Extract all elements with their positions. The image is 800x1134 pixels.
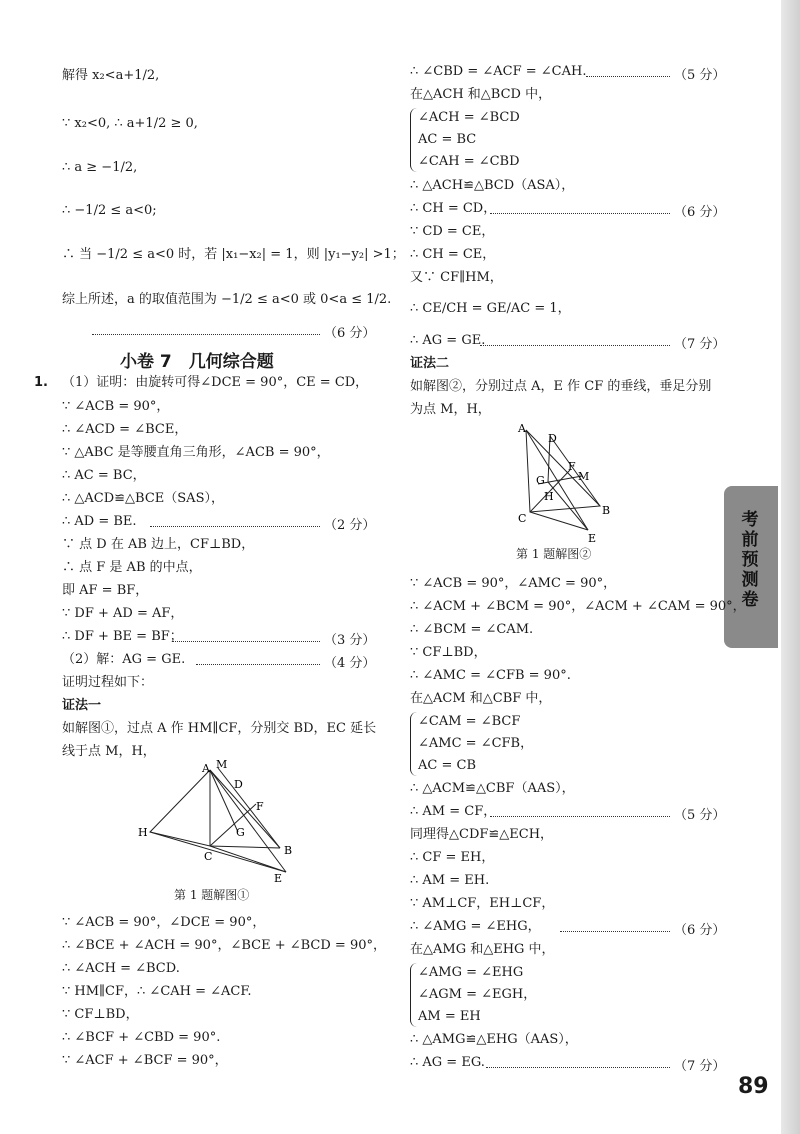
figure-2 xyxy=(508,420,618,546)
text-line: ∴ AG = EG. xyxy=(410,1055,485,1070)
question-number: 1. xyxy=(34,375,48,390)
text-line: ∴ CE/CH = GE/AC = 1， xyxy=(410,301,571,316)
text-line: ∵ AM⊥CF，EH⊥CF， xyxy=(410,896,555,911)
score: （6 分） xyxy=(324,326,376,341)
score: （6 分） xyxy=(674,205,726,220)
score: （4 分） xyxy=(324,656,376,671)
text-line: ∴ ∠ACM + ∠BCM = 90°，∠ACM + ∠CAM = 90°， xyxy=(410,599,746,614)
text-line: ∴ ∠ACD = ∠BCE， xyxy=(62,422,188,437)
brace-line: ∠CAM = ∠BCF xyxy=(418,714,521,729)
leader-dots xyxy=(172,641,320,642)
score: （5 分） xyxy=(674,68,726,83)
text-line: ∴ △ACM≌△CBF（AAS）， xyxy=(410,781,575,796)
brace-line: ∠ACH = ∠BCD xyxy=(418,110,520,125)
text-line: 综上所述，a 的取值范围为 −1/2 ≤ a<0 或 0<a ≤ 1/2. xyxy=(62,292,392,307)
text-line: ∴ ∠AMG = ∠EHG， xyxy=(410,919,541,934)
leader-dots xyxy=(490,816,670,817)
figure-1-caption: 第 1 题解图① xyxy=(174,888,250,902)
text-line: 为点 M，H， xyxy=(410,402,491,417)
brace xyxy=(410,963,417,1027)
fig1-label-M: M xyxy=(216,760,228,771)
text-line: ∵ ∠ACB = 90°，∠AMC = 90°， xyxy=(410,576,617,591)
score: （7 分） xyxy=(674,337,726,352)
text-line: 线于点 M，H， xyxy=(62,744,156,759)
text-line: ∵ ∠ACB = 90°， xyxy=(62,399,170,414)
method-heading: 证法一 xyxy=(62,698,102,713)
fig1-label-A: A xyxy=(202,762,210,775)
text-line: 同理得△CDF≌△ECH， xyxy=(410,827,554,842)
text-line: ∴ △AMG≌△EHG（AAS）， xyxy=(410,1032,578,1047)
fig2-label-H: H xyxy=(544,490,554,503)
text-line: ∴ ∠AMC = ∠CFB = 90°. xyxy=(410,668,571,683)
score: （3 分） xyxy=(324,633,376,648)
text-line: ∴ △ACD≌△BCE（SAS）， xyxy=(62,491,224,506)
leader-dots xyxy=(92,334,320,335)
leader-dots xyxy=(196,664,320,665)
brace xyxy=(410,712,417,776)
fig1-label-D: D xyxy=(234,778,243,791)
leader-dots xyxy=(560,931,670,932)
text-line: ∴ AM = CF， xyxy=(410,804,497,819)
text-line: 即 AF = BF， xyxy=(62,583,149,598)
text-line: ∴ ∠ACH = ∠BCD. xyxy=(62,961,180,976)
text-line: 解得 x₂<a+1/2, xyxy=(62,68,160,83)
leader-dots xyxy=(480,345,670,346)
brace-line: ∠AGM = ∠EGH， xyxy=(418,987,537,1002)
fig1-label-E: E xyxy=(274,872,283,885)
text-line: ∴ ∠BCF + ∠CBD = 90°. xyxy=(62,1030,221,1045)
fig1-label-C: C xyxy=(204,850,213,863)
fig2-label-M: M xyxy=(578,470,590,483)
fig1-label-H: H xyxy=(138,826,148,839)
text-line: ∴ a ≥ −1/2, xyxy=(62,160,138,175)
text-line: ∵ CF⊥BD， xyxy=(410,645,487,660)
text-line: ∴ ∠CBD = ∠ACF = ∠CAH. xyxy=(410,64,587,79)
text-line: ∴ CH = CE， xyxy=(410,247,496,262)
leader-dots xyxy=(486,1067,670,1068)
text-line: ∵ △ABC 是等腰直角三角形，∠ACB = 90°， xyxy=(62,445,330,460)
text-line: ∵ DF + AD = AF， xyxy=(62,606,184,621)
text-line: ∴ 点 F 是 AB 的中点， xyxy=(62,560,202,575)
fig2-label-E: E xyxy=(588,532,597,545)
text-line: ∴ AC = BC， xyxy=(62,468,146,483)
page-number: 89 xyxy=(738,1074,769,1099)
fig2-label-D: D xyxy=(548,432,557,445)
score: （5 分） xyxy=(674,808,726,823)
brace-line: ∠AMG = ∠EHG xyxy=(418,965,524,980)
text-line: 如解图①，过点 A 作 HM∥CF，分别交 BD，EC 延长 xyxy=(62,721,377,736)
fig2-label-F: F xyxy=(568,460,576,473)
text-line: ∴ △ACH≌△BCD（ASA）， xyxy=(410,178,575,193)
leader-dots xyxy=(150,526,320,527)
text-line: 在△ACM 和△CBF 中， xyxy=(410,691,552,706)
fig2-label-G: G xyxy=(536,474,545,487)
text-line: ∴ CF = EH， xyxy=(410,850,495,865)
figure-2-caption: 第 1 题解图② xyxy=(516,547,592,561)
text-line: ∴ CH = CD， xyxy=(410,201,497,216)
fig2-label-C: C xyxy=(518,512,527,525)
fig1-label-F: F xyxy=(256,800,264,813)
brace xyxy=(410,108,417,172)
text-line: ∴ AG = GE. xyxy=(410,333,486,348)
method-heading: 证法二 xyxy=(410,356,450,371)
text-line: ∵ 点 D 在 AB 边上，CF⊥BD， xyxy=(62,537,255,552)
brace-line: AC = BC xyxy=(418,132,477,147)
text-line: 证明过程如下： xyxy=(62,675,154,690)
brace-line: AM = EH xyxy=(418,1009,481,1024)
text-line: （1）证明：由旋转可得∠DCE = 90°，CE = CD， xyxy=(62,375,369,390)
leader-dots xyxy=(586,76,670,77)
brace-line: ∠AMC = ∠CFB， xyxy=(418,736,534,751)
leader-dots xyxy=(490,213,670,214)
text-line: ∴ DF + BE = BF； xyxy=(62,629,183,644)
text-line: （2）解：AG = GE. xyxy=(62,652,186,667)
fig1-label-B: B xyxy=(284,844,293,857)
text-line: ∴ −1/2 ≤ a<0; xyxy=(62,203,157,218)
fig2-label-B: B xyxy=(602,504,611,517)
fig2-label-A: A xyxy=(518,422,526,435)
text-line: 如解图②，分别过点 A，E 作 CF 的垂线，垂足分别 xyxy=(410,379,712,394)
brace-line: ∠CAH = ∠CBD xyxy=(418,154,520,169)
fig1-label-G: G xyxy=(236,826,245,839)
side-tab-label: 考前预测卷 xyxy=(741,510,759,610)
text-line: ∴ 当 −1/2 ≤ a<0 时，若 |x₁−x₂| = 1，则 |y₁−y₂| >1； xyxy=(62,247,405,262)
score: （2 分） xyxy=(324,518,376,533)
text-line: ∵ CF⊥BD， xyxy=(62,1007,139,1022)
figure-1 xyxy=(130,760,310,886)
text-line: ∴ AD = BE. xyxy=(62,514,137,529)
text-line: ∵ CD = CE， xyxy=(410,224,495,239)
text-line: ∵ ∠ACF + ∠BCF = 90°， xyxy=(62,1053,228,1068)
text-line: 在△ACH 和△BCD 中， xyxy=(410,87,552,102)
page-edge xyxy=(781,0,800,1134)
text-line: 在△AMG 和△EHG 中， xyxy=(410,942,555,957)
text-line: ∵ ∠ACB = 90°，∠DCE = 90°， xyxy=(62,915,266,930)
text-line: ∵ HM∥CF，∴ ∠CAH = ∠ACF. xyxy=(62,984,252,999)
text-line: ∴ AM = EH. xyxy=(410,873,490,888)
text-line: 又∵ CF∥HM， xyxy=(410,270,503,285)
brace-line: AC = CB xyxy=(418,758,476,773)
text-line: ∵ x₂<0, ∴ a+1/2 ≥ 0, xyxy=(62,116,198,131)
section-title: 小卷 7 几何综合题 xyxy=(120,352,274,372)
text-line: ∴ ∠BCE + ∠ACH = 90°，∠BCE + ∠BCD = 90°， xyxy=(62,938,386,953)
score: （7 分） xyxy=(674,1059,726,1074)
text-line: ∴ ∠BCM = ∠CAM. xyxy=(410,622,534,637)
score: （6 分） xyxy=(674,923,726,938)
